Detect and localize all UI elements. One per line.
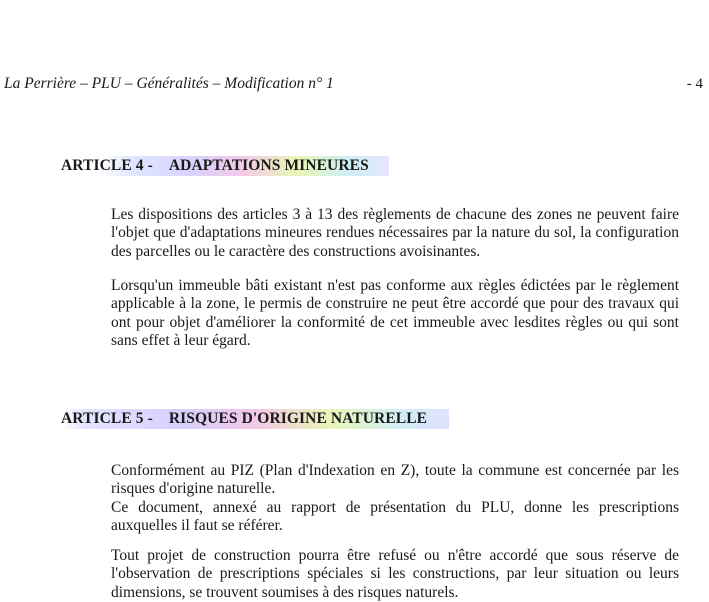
article-4-number: ARTICLE 4 - [61, 157, 153, 174]
article-4-paragraph-2: Lorsqu'un immeuble bâti existant n'est pas conforme aux règles édictées par le règlement applicable à la zone, le permis de construire ne peut être accordé que pour des travaux qui ont pour objet d'améliorer la conformité de cet immeuble avec lesdites règles ou qui sont sans effet à leur égard. [111, 277, 679, 349]
article-5-heading [61, 409, 449, 429]
document-title: La Perrière – PLU – Généralités – Modification n° 1 [4, 75, 334, 92]
article-5-paragraph-1-line-a: Conformément au PIZ (Plan d'Indexation en Z), toute la commune est concernée par les risques d'origine naturelle. [111, 462, 679, 498]
article-4-title: ADAPTATIONS MINEURES [168, 157, 369, 174]
article-5-paragraph-1-line-b: Ce document, annexé au rapport de présentation du PLU, donne les prescriptions auxquelles il faut se référer. [111, 498, 679, 534]
page-number: - 4 [686, 76, 703, 92]
article-4-heading [61, 156, 389, 176]
article-5-paragraph-1 [111, 462, 679, 535]
article-5-title: RISQUES D'ORIGINE NATURELLE [168, 410, 428, 427]
article-5-number: ARTICLE 5 - [61, 410, 153, 427]
article-4-paragraph-1: Les dispositions des articles 3 à 13 des règlements de chacune des zones ne peuvent faire l'objet que d'adaptations mineures rendues nécessaires par la nature du sol, la configuration des parcelles ou le caractère des constructions avoisinantes. [111, 206, 679, 260]
article-5-paragraph-2: Tout projet de construction pourra être refusé ou n'être accordé que sous réserve de l'observation de prescriptions spéciales si les constructions, par leur situation ou leurs dimensions, se trouvent soumises à des risques naturels. [111, 547, 679, 601]
